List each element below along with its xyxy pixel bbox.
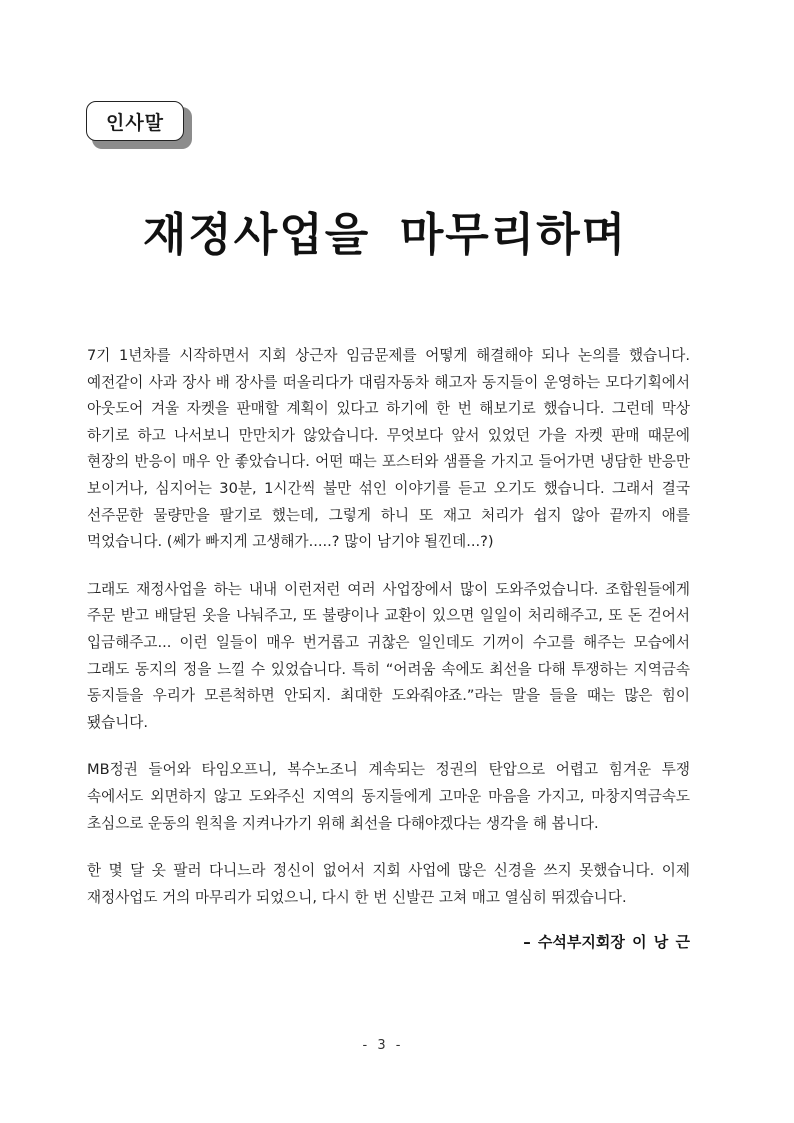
signature: – 수석부지회장 이 낭 근	[523, 933, 690, 952]
paragraph-2: 그래도 재정사업을 하는 내내 이런저런 여러 사업장에서 많이 도와주었습니다. 조합원들에게 주문 받고 배달된 옷을 나눠주고, 또 불량이나 교환이 있으면 일일이 처리해주고, 또 돈 걷어서 입금해주고... 이런 일들이 매우 번거롭고 귀찮은 일인데도 기꺼이 수고를 해주는 모습에서 그래도 동지의 정을 느낄 수 있었습니다. 특히 “어려움 속에도 최선을 다해 투쟁하는 지역금속 동지들을 우리가 모른척하면 안되지. 최대한 도와줘야죠.”라는 말을 들을 때는 많은 힘이 됐습니다.	[87, 580, 690, 731]
section-tag-label: 인사말	[86, 101, 184, 141]
paragraph-4: 한 몇 달 옷 팔러 다니느라 정신이 없어서 지회 사업에 많은 신경을 쓰지 못했습니다. 이제 재정사업도 거의 마무리가 되었으니, 다시 한 번 신발끈 고쳐 매고 열심히 뛰겠습니다.	[87, 862, 690, 906]
page-title: 재정사업을 마무리하며	[142, 208, 628, 261]
paragraph-3: MB정권 들어와 타임오프니, 복수노조니 계속되는 정권의 탄압으로 어렵고 힘겨운 투쟁 속에서도 외면하지 않고 도와주신 지역의 동지들에게 고마운 마음을 가지고, 마창지역금속도 초심으로 운동의 원칙을 지켜나가기 위해 최선을 다해야겠다는 생각을 해 봅니다.	[87, 761, 690, 832]
article-body	[87, 343, 690, 956]
page-number: - 3 -	[362, 1038, 404, 1053]
paragraph-1: 7기 1년차를 시작하면서 지회 상근자 임금문제를 어떻게 해결해야 되나 논의를 했습니다. 예전같이 사과 장사 배 장사를 떠올리다가 대림자동차 해고자 동지들이 운영하는 모다기획에서 아웃도어 겨울 자켓을 판매할 계획이 있다고 하기에 한 번 해보기로 했습니다. 그런데 막상 하기로 하고 나서보니 만만치가 않았습니다. 무엇보다 앞서 있었던 가을 자켓 판매 때문에 현장의 반응이 매우 안 좋았습니다. 어떤 때는 포스터와 샘플을 가지고 들어가면 냉담한 반응만 보이거나, 심지어는 30분, 1시간씩 불만 섞인 이야기를 듣고 오기도 했습니다. 그래서 결국 선주문한 물량만을 팔기로 했는데, 그렇게 하니 또 재고 처리가 쉽지 않아 끝까지 애를 먹었습니다. (쎄가 빠지게 고생해가.....? 많이 남기야 될낀데...?)	[87, 347, 690, 551]
section-tag	[86, 101, 192, 149]
